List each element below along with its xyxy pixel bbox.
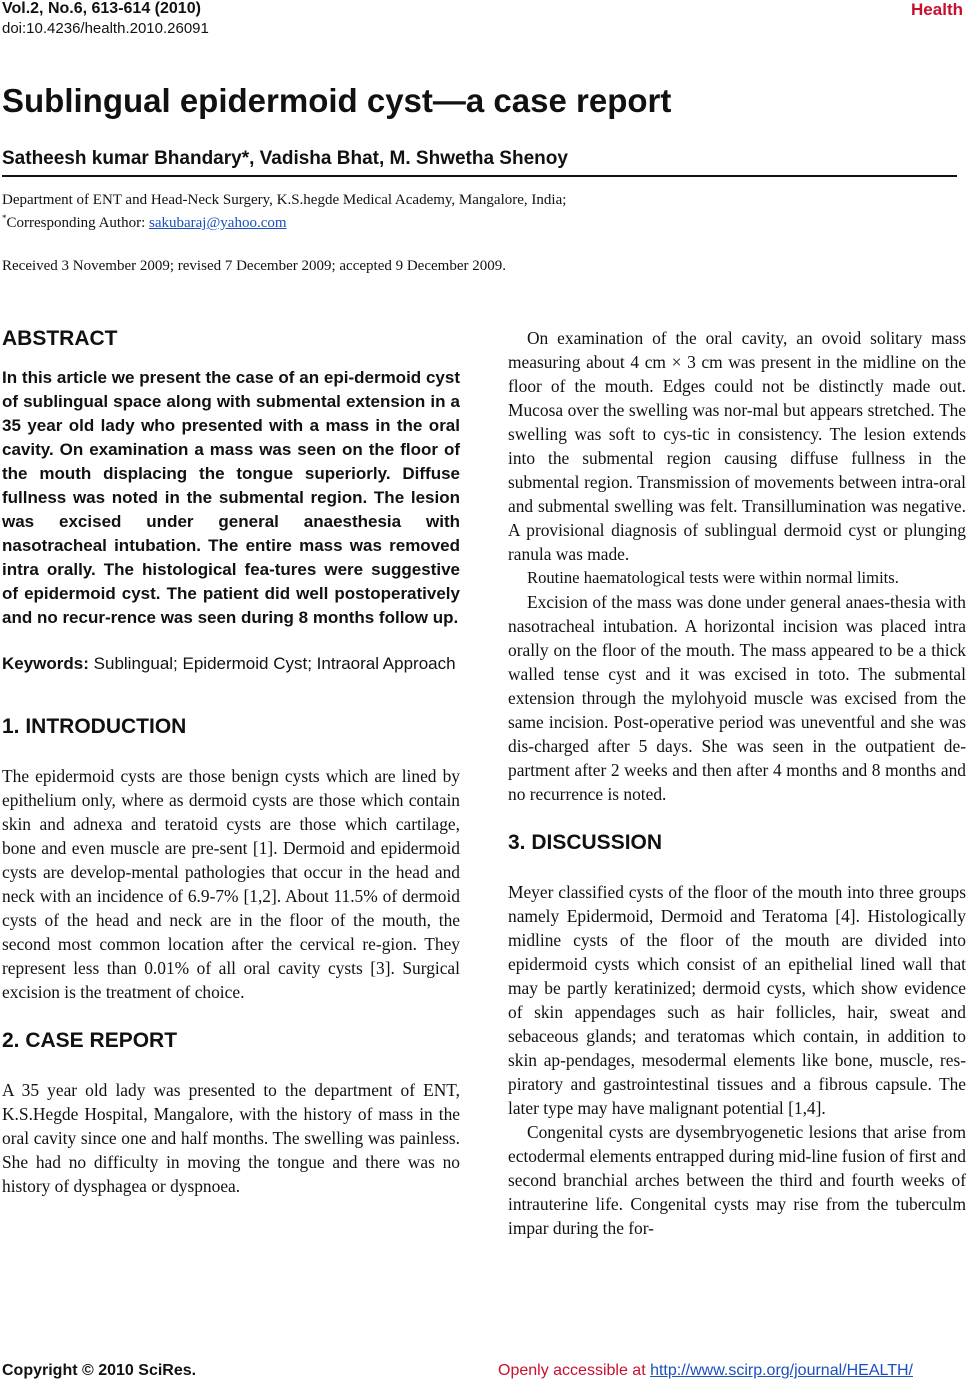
title-divider — [2, 175, 957, 177]
case-report-heading: 2. CASE REPORT — [2, 1029, 178, 1052]
received-dates: Received 3 November 2009; revised 7 December 2009; accepted 9 December 2009. — [2, 258, 506, 274]
copyright: Copyright © 2010 SciRes. — [2, 1362, 197, 1379]
keywords-list: Sublingual; Epidermoid Cyst; Intraoral Approach — [93, 654, 456, 673]
right-column — [508, 326, 966, 1240]
introduction-heading: 1. INTRODUCTION — [2, 715, 187, 738]
doi: doi:10.4236/health.2010.26091 — [2, 20, 209, 37]
discussion-heading: 3. DISCUSSION — [508, 831, 663, 854]
email-link[interactable]: sakubaraj@yahoo.com — [149, 215, 287, 231]
journal-volume: Vol.2, No.6, 613-614 (2010) — [2, 0, 201, 17]
introduction-text: The epidermoid cysts are those benign cysts which are lined by epithelium only, where as dermoid cysts are those which contain skin and adnexa and teratoid cysts are those which cartilage, bone and even muscle are pre-sent [1]. Dermoid and epidermoid cysts are develop-mental pathologies that occur in the head and neck with an incidence of 6.9-7% [1,2]. About 11.5% of dermoid cysts of the head and neck are in the floor of the mouth, the second most common location after the cervical re-gion. They represent less than 0.01% of all oral cavity cysts [3]. Surgical excision is the treatment of choice. — [2, 766, 460, 1002]
corresponding-label: Corresponding Author: — [6, 215, 149, 231]
case-report-paragraph: Excision of the mass was done under general anaes-thesia with nasotracheal intubation. A horizontal incision was placed intra orally on the floor of the mouth. The mass appeared to be a thick walled tense cyst and it was excised in toto. The submental extension through the mylohyoid muscle was excised from the same incision. Post-operative period was uneventful and she was dis-charged after 5 days. She was seen in the outpatient de-partment after 2 weeks and then after 4 months and 8 months and no recurrence is noted. — [508, 592, 966, 804]
left-column — [2, 326, 460, 1198]
keywords — [2, 652, 460, 676]
case-report-paragraph: Routine haematological tests were within normal limits. — [527, 568, 899, 587]
discussion-paragraph: Meyer classified cysts of the floor of the mouth into three groups namely Epidermoid, Dermoid and Teratoma [4]. Histologically midline cysts of the floor of the mouth are divided into epidermoid cysts which consist of an epithelial lined wall that may be partly keratinized; dermoid cysts, which show evidence of skin appendages such as hair follicles, hair, sweat and sebaceous glands; and teratomas which contain, in addition to skin ap-pendages, mesodermal elements like bone, muscle, res-piratory and gastrointestinal tissues and a fibrous capsule. The later type may have malignant potential [1,4]. — [508, 882, 966, 1118]
abstract-heading: ABSTRACT — [2, 327, 118, 350]
open-access-text: Openly accessible at — [498, 1362, 651, 1379]
open-access-note — [498, 1362, 913, 1380]
keywords-label: Keywords: — [2, 654, 89, 673]
authors: Satheesh kumar Bhandary*, Vadisha Bhat, M. Shwetha Shenoy — [2, 148, 568, 169]
journal-name: Health — [911, 0, 963, 19]
paper-title: Sublingual epidermoid cyst—a case report — [2, 82, 672, 119]
affiliation: Department of ENT and Head-Neck Surgery, K.S.hegde Medical Academy, Mangalore, India; — [2, 192, 567, 208]
corresponding-mark: * — [2, 213, 7, 223]
case-report-paragraph: On examination of the oral cavity, an ovoid solitary mass measuring about 4 cm × 3 cm was present in the midline on the floor of the mouth. Edges could not be distinctly made out. Mucosa over the swelling was nor-mal but appears stretched. The swelling was soft to cys-tic in consistency. The lesion extends into the submental region causing diffuse fullness in the submental region. Transmission of movements between intra-oral and submental swelling was felt. Transillumination was negative. A provisional diagnosis of sublingual dermoid cyst or plunging ranula was made. — [508, 328, 966, 564]
abstract-text: In this article we present the case of an epi-dermoid cyst of sublingual space along with submental extension in a 35 year old lady who presented with a mass in the oral cavity. On examination a mass was seen on the floor of the mouth displacing the tongue superiorly. Diffuse fullness was noted in the submental region. The lesion was excised under general anaesthesia with nasotracheal intubation. The entire mass was removed intra orally. The histological fea-tures were suggestive of epidermoid cyst. The patient did well postoperatively and no recur-rence was seen during 8 months follow up. — [2, 368, 460, 627]
corresponding-author — [2, 213, 287, 232]
case-report-paragraph: A 35 year old lady was presented to the department of ENT, K.S.Hegde Hospital, Mangalore, with the history of mass in the oral cavity since one and half months. The swelling was painless. She had no difficulty in moving the tongue and there was no history of dysphagea or dyspnoea. — [2, 1080, 460, 1196]
journal-url-link[interactable]: http://www.scirp.org/journal/HEALTH/ — [650, 1362, 913, 1379]
discussion-paragraph: Congenital cysts are dysembryogenetic lesions that arise from ectodermal elements entrapped during mid-line fusion of first and second branchial arches between the third and fourth weeks of intrauterine life. Congenital cysts may rise from the tuberculm impar during the for- — [508, 1122, 966, 1238]
